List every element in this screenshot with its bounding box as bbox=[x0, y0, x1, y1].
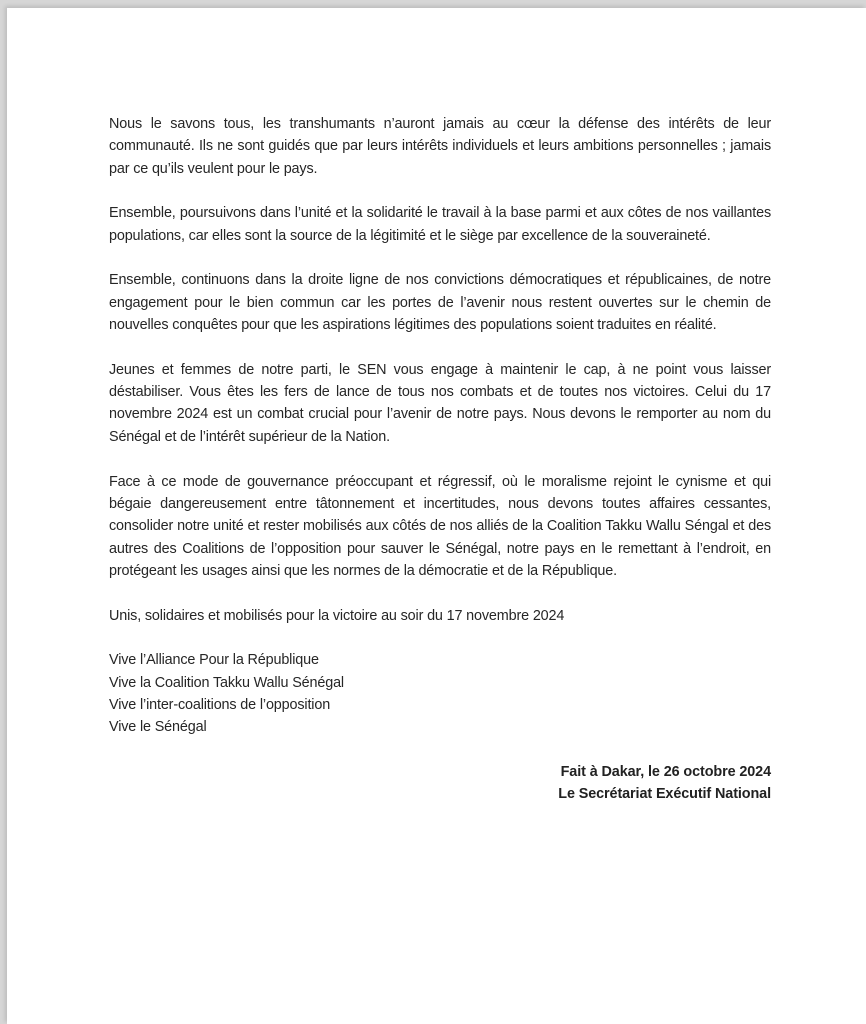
slogan-item: Vive le Sénégal bbox=[109, 719, 207, 736]
slogan-item: Vive l’Alliance Pour la République bbox=[109, 652, 319, 669]
paragraph-youth-women: Jeunes et femmes de notre parti, le SEN vous engage à maintenir le cap, à ne point vous laisser déstabiliser. Vous êtes les fers de lance de tous nos combats et de toutes nos victoires. Celui du 17 novembre 2024 est un combat crucial pour l’avenir de notre pays. Nous devons le remporter au nom du Sénégal et de l’intérêt supérieur de la Nation. bbox=[109, 361, 771, 445]
paragraph-governance: Face à ce mode de gouvernance préoccupant et régressif, où le moralisme rejoint le cynisme et qui bégaie dangereusement entre tâtonnement et incertitudes, nous devons toutes affaires cessantes, consolider notre unité et rester mobilisés aux côtés de nos alliés de la Coalition Takku Wallu Séngal et des autres des Coalitions de l’opposition pour sauver le Sénégal, notre pays en le remettant à l’endroit, en protégeant les usages ainsi que les normes de la démocratie et de la République. bbox=[109, 473, 771, 579]
slogan-item: Vive l’inter-coalitions de l’opposition bbox=[109, 696, 331, 713]
document-body bbox=[109, 113, 771, 806]
slogan-list bbox=[109, 649, 771, 738]
signature-signatory: Le Secrétariat Exécutif National bbox=[558, 786, 771, 803]
signature-place-date: Fait à Dakar, le 26 octobre 2024 bbox=[560, 763, 771, 780]
document-page bbox=[7, 8, 866, 1024]
paragraph-democratic-convictions: Ensemble, continuons dans la droite ligne de nos convictions démocratiques et républicaines, de notre engagement pour le bien commun car les portes de l’avenir nous restent ouvertes sur le chemin de nouvelles conquêtes pour que les aspirations légitimes des populations soient traduites en réalité. bbox=[109, 272, 771, 334]
signature-block bbox=[109, 761, 771, 806]
slogan-item: Vive la Coalition Takku Wallu Sénégal bbox=[109, 674, 344, 691]
paragraph-unity-solidarity: Ensemble, poursuivons dans l’unité et la solidarité le travail à la base parmi et aux côtes de nos vaillantes populations, car elles sont la source de la légitimité et le siège par excellence de la souveraineté. bbox=[109, 205, 771, 244]
paragraph-rallying-call: Unis, solidaires et mobilisés pour la victoire au soir du 17 novembre 2024 bbox=[109, 607, 565, 624]
paragraph-transhumants: Nous le savons tous, les transhumants n’auront jamais au cœur la défense des intérêts de leur communauté. Ils ne sont guidés que par leurs intérêts individuels et leurs ambitions personnelles ; jamais par ce qu’ils veulent pour le pays. bbox=[109, 116, 771, 177]
